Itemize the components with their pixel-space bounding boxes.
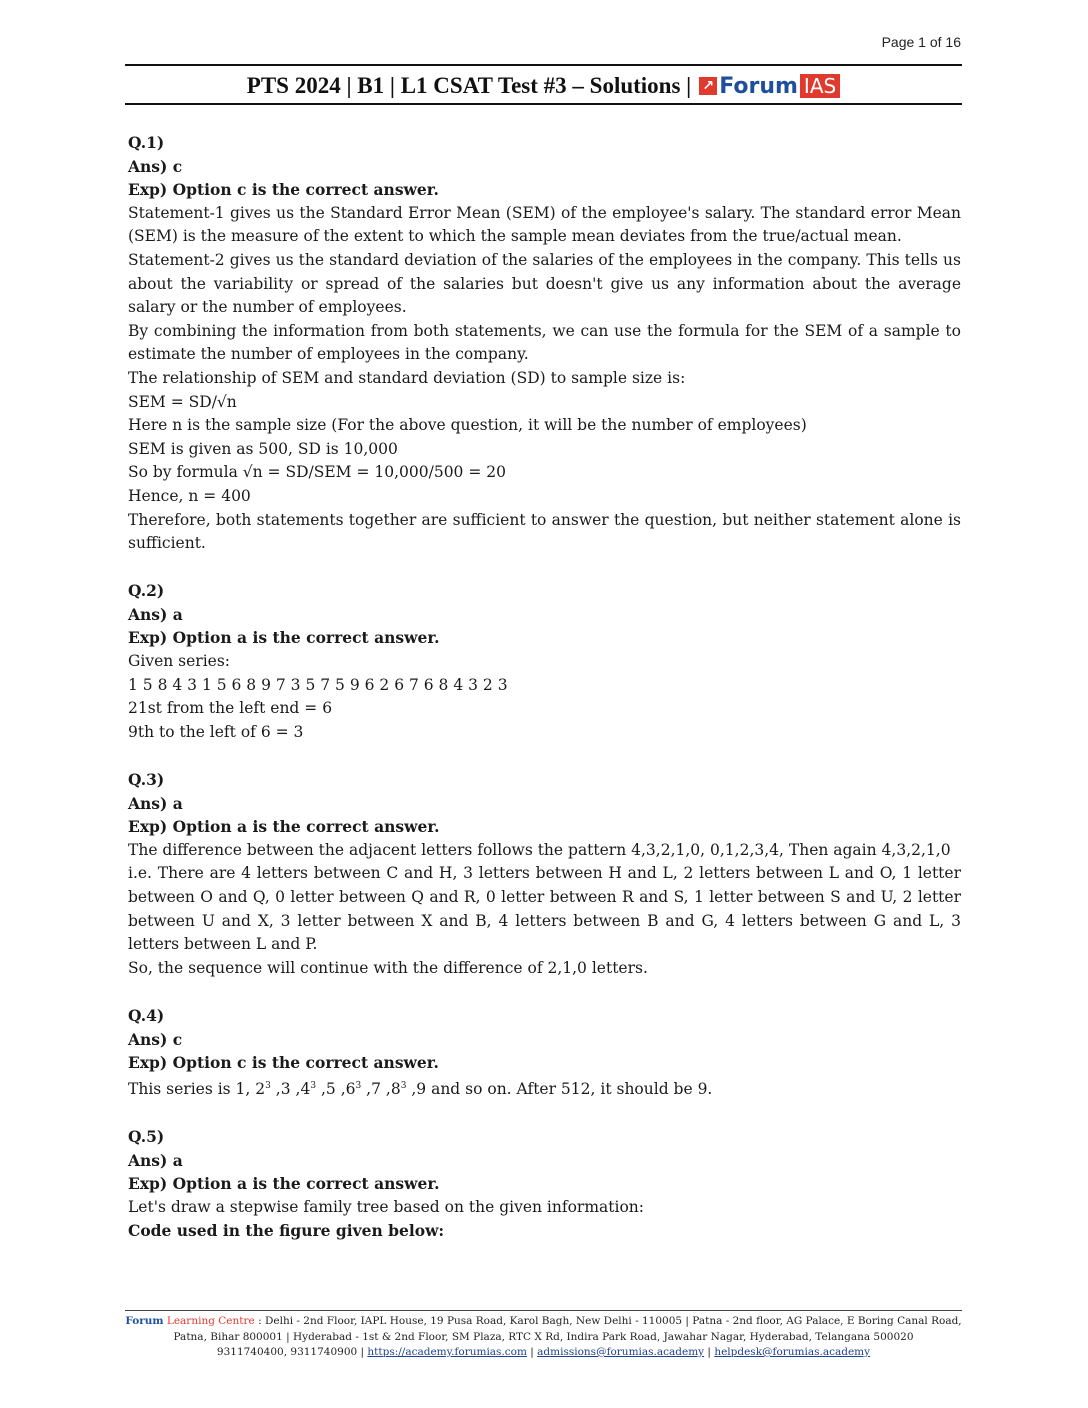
explanation-line: The relationship of SEM and standard deviation (SD) to sample size is: <box>128 368 686 387</box>
explanation-line: i.e. There are 4 letters between C and H, 3 letters between H and L, 2 letters between L and O, 1 letter between O and Q, 0 letter between Q and R, 0 letter between R and S, 1 letter between S and U, 2 letter between U and X, 3 letter between X and B, 4 letters between B and G, 4 letters between G and L, 3 letters between L and P. <box>128 864 961 954</box>
footer-colon: : <box>254 1315 262 1327</box>
explanation-line: Here n is the sample size (For the above question, it will be the number of employees) <box>128 416 807 435</box>
explanation-heading: Exp) Option c is the correct answer. <box>128 1053 439 1073</box>
answer: Ans) c <box>128 156 183 176</box>
series-line <box>128 1075 961 1102</box>
explanation-line: So, the sequence will continue with the difference of 2,1,0 letters. <box>128 958 648 977</box>
explanation-heading: Exp) Option a is the correct answer. <box>128 817 440 837</box>
footer-phones: 9311740400, 9311740900 | <box>216 1346 368 1358</box>
header-top-rule <box>125 64 962 66</box>
answer: Ans) a <box>128 793 183 813</box>
answer: Ans) a <box>128 604 183 624</box>
page-title: PTS 2024 | B1 | L1 CSAT Test #3 – Solutions | <box>246 73 692 98</box>
explanation-line: Therefore, both statements together are sufficient to answer the question, but neither statement alone is sufficient. <box>128 510 961 553</box>
explanation-line: Given series: <box>128 652 231 671</box>
explanation-heading: Exp) Option a is the correct answer. <box>128 1174 440 1194</box>
page-number: Page 1 of 16 <box>881 34 961 50</box>
answer: Ans) c <box>128 1029 183 1049</box>
footer-rule <box>125 1310 962 1311</box>
logo-ias-text: IAS <box>800 74 840 98</box>
question-number: Q.4) <box>128 1005 165 1025</box>
footer-separator: | <box>526 1346 538 1358</box>
series-base: 6 <box>345 1079 356 1098</box>
explanation-line: 9th to the left of 6 = 3 <box>128 722 304 741</box>
series-exponent: 3 <box>310 1080 317 1091</box>
question-block-3 <box>128 768 961 980</box>
series-separator: ,9 <box>406 1079 427 1098</box>
explanation-line: Statement-1 gives us the Standard Error Mean (SEM) of the employee's salary. The standard error Mean (SEM) is the measure of the extent to which the sample mean deviates from the true/actual mean. <box>128 203 961 246</box>
website-link[interactable]: https://academy.forumias.com <box>367 1346 527 1358</box>
solutions-content <box>128 131 961 1243</box>
footer-forum: Forum <box>125 1315 164 1327</box>
question-block-5 <box>128 1125 961 1243</box>
series-exponent: 3 <box>265 1080 271 1091</box>
question-number: Q.2) <box>128 581 165 601</box>
question-number: Q.5) <box>128 1127 165 1147</box>
page-header <box>125 70 962 102</box>
number-series: 1 5 8 4 3 1 5 6 8 9 7 3 5 7 5 9 6 2 6 7 6 8 4 3 2 3 <box>128 675 508 694</box>
question-block-4 <box>128 1004 961 1102</box>
explanation-line: Hence, n = 400 <box>128 486 251 505</box>
admissions-email-link[interactable]: admissions@forumias.academy <box>537 1346 705 1358</box>
explanation-line: 21st from the left end = 6 <box>128 699 333 718</box>
series-suffix: and so on. After 512, it should be 9. <box>426 1079 713 1098</box>
forumias-logo <box>699 74 840 99</box>
question-block-1 <box>128 131 961 556</box>
formula-line: So by formula √n = SD/SEM = 10,000/500 = 20 <box>128 463 506 482</box>
footer-address: Delhi - 2nd Floor, IAPL House, 19 Pusa Road, Karol Bagh, New Delhi - 110005 | Patna - 2nd floor, AG Palace, E Boring Canal Road, Patna, Bihar 800001 | Hyderabad - 1st & 2nd Floor, SM Plaza, RTC X Rd, Indira Park Road, Jawahar Nagar, Hyderabad, Telangana 500020 <box>173 1315 962 1343</box>
explanation-line: Statement-2 gives us the standard deviation of the salaries of the employees in the company. This tells us about the variability or spread of the salaries but doesn't give us any information about the average salary or the number of employees. <box>128 250 961 317</box>
series-prefix: This series is 1, <box>128 1079 256 1098</box>
question-number: Q.3) <box>128 770 165 790</box>
series-exponent: 3 <box>400 1080 407 1091</box>
series-base: 2 <box>255 1079 266 1098</box>
header-bottom-rule <box>125 103 962 105</box>
series-base: 4 <box>300 1079 311 1098</box>
series-separator: ,5 , <box>316 1079 346 1098</box>
explanation-line: Let's draw a stepwise family tree based on the given information: <box>128 1197 645 1216</box>
series-separator: ,3 , <box>270 1079 301 1098</box>
footer-separator: | <box>704 1346 715 1358</box>
question-block-2 <box>128 579 961 744</box>
explanation-line: The difference between the adjacent letters follows the pattern 4,3,2,1,0, 0,1,2,3,4, Then again 4,3,2,1,0 <box>128 840 951 859</box>
series-separator: ,7 , <box>361 1079 391 1098</box>
logo-forum-text: Forum <box>719 73 798 99</box>
code-heading: Code used in the figure given below: <box>128 1221 445 1241</box>
page-footer <box>125 1314 962 1361</box>
footer-learning-centre: Learning Centre <box>166 1315 255 1327</box>
explanation-heading: Exp) Option a is the correct answer. <box>128 628 440 648</box>
series-base: 8 <box>390 1079 401 1098</box>
helpdesk-email-link[interactable]: helpdesk@forumias.academy <box>714 1346 871 1358</box>
question-number: Q.1) <box>128 133 165 152</box>
answer: Ans) a <box>128 1150 183 1170</box>
explanation-line: SEM is given as 500, SD is 10,000 <box>128 439 398 458</box>
explanation-line: By combining the information from both statements, we can use the formula for the SEM of a sample to estimate the number of employees in the company. <box>128 321 961 364</box>
series-exponent: 3 <box>355 1080 362 1091</box>
explanation-heading: Exp) Option c is the correct answer. <box>128 180 439 200</box>
formula-line: SEM = SD/√n <box>128 392 237 411</box>
arrow-up-right-icon: ↗ <box>699 77 717 95</box>
